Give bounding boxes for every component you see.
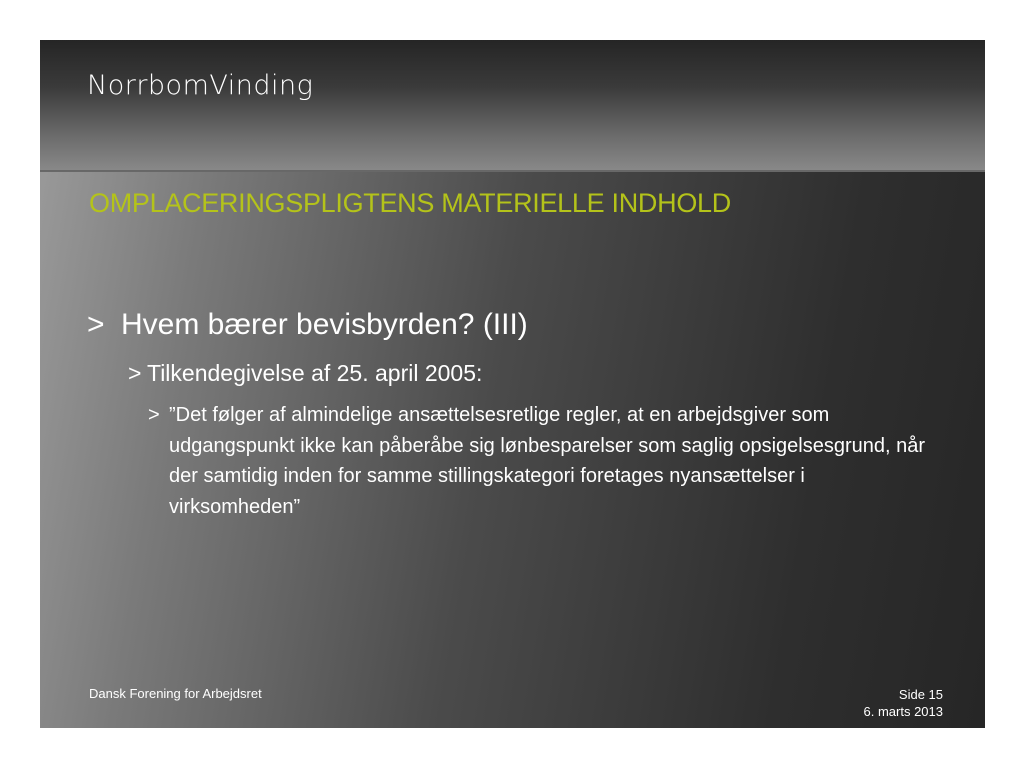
slide [40,40,985,728]
footer-organization: Dansk Forening for Arbejdsret [89,686,262,701]
page-number: Side 15 [898,687,943,702]
bullet-text: Tilkendegivelse af 25. april 2005: [147,360,483,386]
company-logo: NorrbomVinding [87,70,314,101]
bullet-marker: > [87,308,105,341]
bullet-marker: > [128,360,142,386]
bullet-level-1 [87,308,528,342]
footer-date: 6. marts 2013 [863,704,943,719]
bullet-level-3 [148,400,928,522]
slide-header [40,40,985,172]
bullet-level-2 [128,360,482,387]
slide-title: OMPLACERINGSPLIGTENS MATERIELLE INDHOLD [89,188,731,218]
bullet-text: Hvem bærer bevisbyrden? (III) [121,308,528,341]
footer-meta [864,686,944,720]
quote-text: ”Det følger af almindelige ansættelsesretlige regler, at en arbejdsgiver som udgangspunkt ikke kan påberåbe sig lønbesparelser som saglig opsigelsesgrund, når der samtidig inden for samme stillingskategori foretages nyansættelser i virksomheden” [169,404,926,518]
bullet-marker: > [148,404,160,426]
